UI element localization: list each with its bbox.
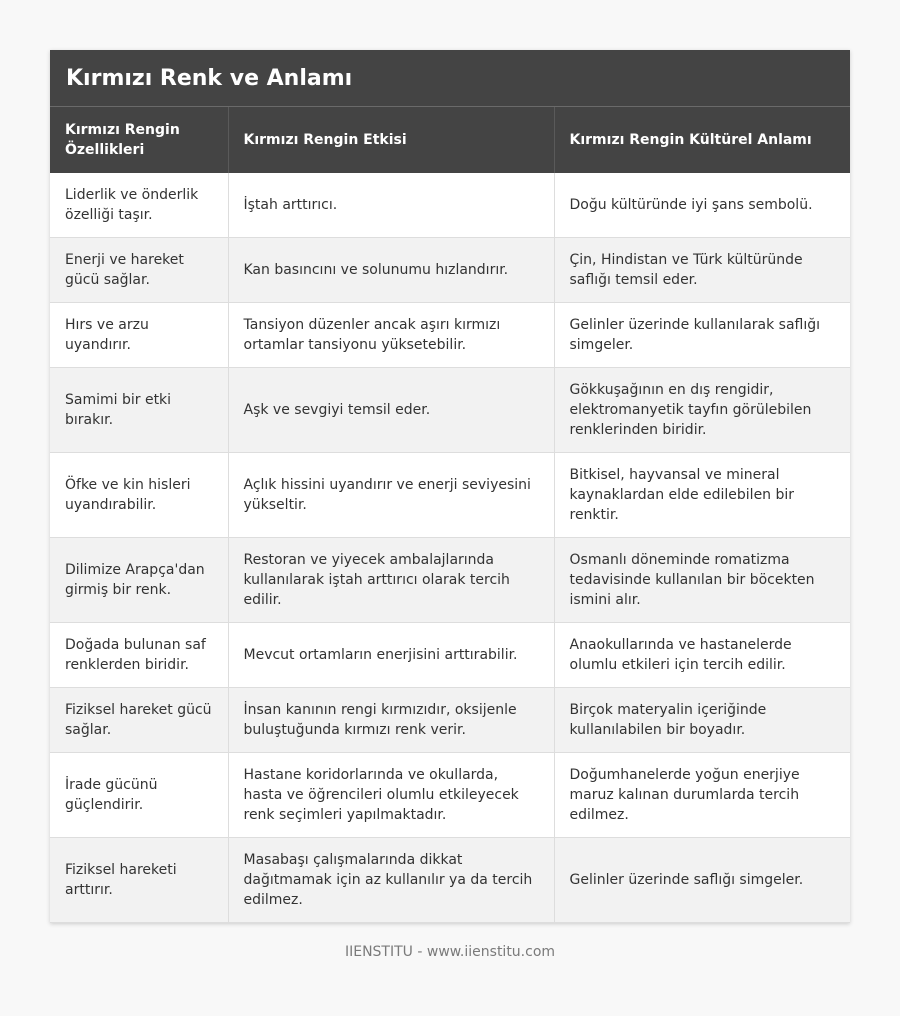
table-row [50, 688, 850, 753]
cell-property: Liderlik ve önderlik özelliği taşır. [50, 173, 228, 238]
cell-property: İrade gücünü güçlendirir. [50, 753, 228, 838]
cell-effect: İştah arttırıcı. [228, 173, 554, 238]
footer-credit: IIENSTITU - www.iienstitu.com [344, 944, 556, 960]
column-header-cultural-meaning: Kırmızı Rengin Kültürel Anlamı [554, 107, 850, 173]
cell-property: Fiziksel hareketi arttırır. [50, 838, 228, 923]
cell-property: Hırs ve arzu uyandırır. [50, 303, 228, 368]
table-title: Kırmızı Renk ve Anlamı [50, 50, 850, 107]
cell-property: Enerji ve hareket gücü sağlar. [50, 238, 228, 303]
table-row [50, 753, 850, 838]
table-row [50, 368, 850, 453]
cell-property: Samimi bir etki bırakır. [50, 368, 228, 453]
cell-cultural-meaning: Gelinler üzerinde saflığı simgeler. [554, 838, 850, 923]
cell-cultural-meaning: Gökkuşağının en dış rengidir, elektromanyetik tayfın görülebilen renklerinden biridir. [554, 368, 850, 453]
cell-cultural-meaning: Gelinler üzerinde kullanılarak saflığı simgeler. [554, 303, 850, 368]
cell-cultural-meaning: Osmanlı döneminde romatizma tedavisinde kullanılan bir böcekten ismini alır. [554, 538, 850, 623]
table-row [50, 453, 850, 538]
table-card [50, 50, 850, 923]
cell-cultural-meaning: Doğumhanelerde yoğun enerjiye maruz kalınan durumlarda tercih edilmez. [554, 753, 850, 838]
header-row [50, 107, 850, 173]
cell-effect: Hastane koridorlarında ve okullarda, hasta ve öğrencileri olumlu etkileyecek renk seçimleri yapılmaktadır. [228, 753, 554, 838]
column-header-properties: Kırmızı Rengin Özellikleri [50, 107, 228, 173]
cell-property: Doğada bulunan saf renklerden biridir. [50, 623, 228, 688]
cell-effect: Masabaşı çalışmalarında dikkat dağıtmamak için az kullanılır ya da tercih edilmez. [228, 838, 554, 923]
color-meaning-table [50, 107, 850, 923]
table-row [50, 838, 850, 923]
cell-effect: Restoran ve yiyecek ambalajlarında kullanılarak iştah arttırıcı olarak tercih edilir. [228, 538, 554, 623]
cell-property: Öfke ve kin hisleri uyandırabilir. [50, 453, 228, 538]
cell-effect: Tansiyon düzenler ancak aşırı kırmızı ortamlar tansiyonu yüksetebilir. [228, 303, 554, 368]
column-header-effect: Kırmızı Rengin Etkisi [228, 107, 554, 173]
cell-property: Fiziksel hareket gücü sağlar. [50, 688, 228, 753]
table-row [50, 238, 850, 303]
cell-property: Dilimize Arapça'dan girmiş bir renk. [50, 538, 228, 623]
cell-effect: Açlık hissini uyandırır ve enerji seviyesini yükseltir. [228, 453, 554, 538]
cell-effect: İnsan kanının rengi kırmızıdır, oksijenle buluştuğunda kırmızı renk verir. [228, 688, 554, 753]
table-row [50, 538, 850, 623]
table-row [50, 173, 850, 238]
cell-cultural-meaning: Doğu kültüründe iyi şans sembolü. [554, 173, 850, 238]
cell-cultural-meaning: Birçok materyalin içeriğinde kullanılabilen bir boyadır. [554, 688, 850, 753]
cell-cultural-meaning: Bitkisel, hayvansal ve mineral kaynaklardan elde edilebilen bir renktir. [554, 453, 850, 538]
cell-effect: Kan basıncını ve solunumu hızlandırır. [228, 238, 554, 303]
table-row [50, 623, 850, 688]
cell-cultural-meaning: Anaokullarında ve hastanelerde olumlu etkileri için tercih edilir. [554, 623, 850, 688]
cell-cultural-meaning: Çin, Hindistan ve Türk kültüründe saflığı temsil eder. [554, 238, 850, 303]
table-row [50, 303, 850, 368]
cell-effect: Mevcut ortamların enerjisini arttırabilir. [228, 623, 554, 688]
cell-effect: Aşk ve sevgiyi temsil eder. [228, 368, 554, 453]
